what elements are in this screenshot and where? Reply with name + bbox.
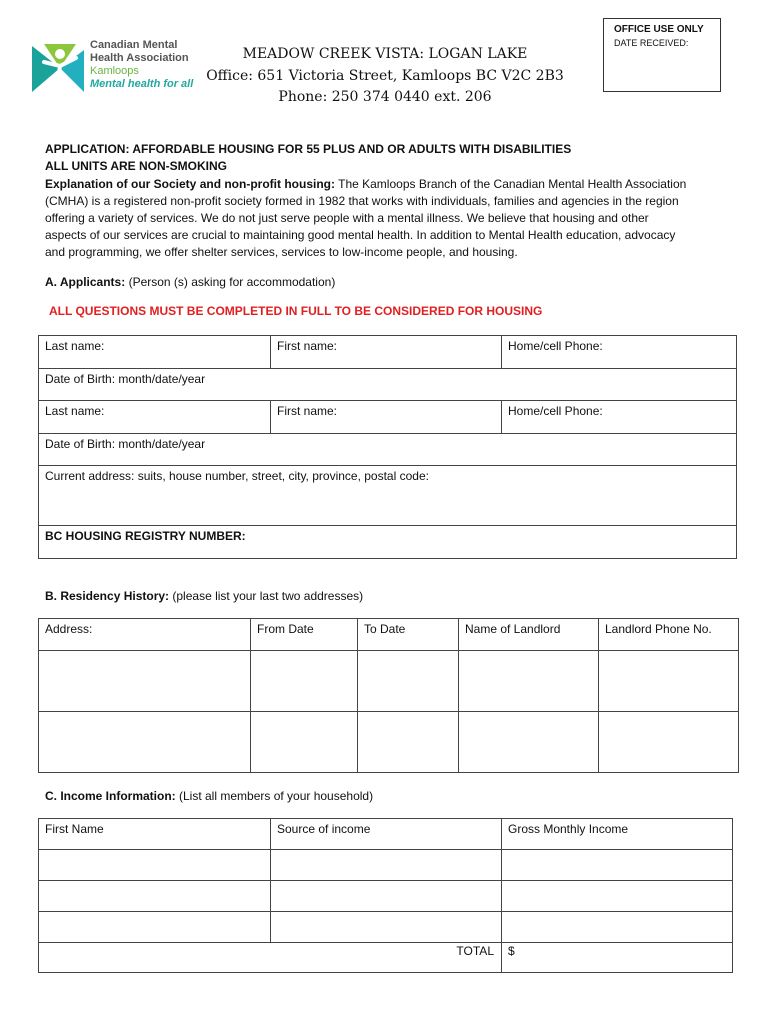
section-b-note: (please list your last two addresses) [169,589,364,603]
section-b-heading [45,589,363,603]
registry-label: BC HOUSING REGISTRY NUMBER: [45,529,246,543]
income-total-field[interactable] [501,942,733,973]
explanation-line: (CMHA) is a registered non-profit society formed in 1982 that works with individuals, families and agencies in the region [45,194,679,208]
society-explanation [45,176,735,261]
column-header: To Date [364,622,406,636]
total-currency: $ [508,944,515,958]
column-header: Name of Landlord [465,622,561,636]
office-use-box [603,18,721,92]
applicant1-dob-field[interactable] [38,368,737,401]
logo-text-line1: Canadian Mental [90,39,178,51]
residency-row1-landlord-phone[interactable] [598,650,739,712]
logo-tagline: Mental health for all [90,78,194,90]
current-address-label: Current address: suits, house number, street, city, province, postal code: [45,469,429,483]
applicant2-phone-field[interactable] [501,400,737,434]
logo-text-branch: Kamloops [90,65,139,77]
income-header-source [270,818,502,850]
residency-header-from [250,618,358,651]
residency-row1-to[interactable] [357,650,459,712]
explanation-line: offering a variety of services. We do not just serve people with a mental illness. We believe that housing and other [45,211,649,225]
income-row2-gross[interactable] [501,880,733,912]
office-use-title: OFFICE USE ONLY [614,24,704,35]
income-row2-first-name[interactable] [38,880,271,912]
applicant2-last-name-field[interactable] [38,400,271,434]
income-row1-source[interactable] [270,849,502,881]
last-name-label: Last name: [45,339,105,353]
cmha-figure-icon [30,40,86,94]
income-row1-first-name[interactable] [38,849,271,881]
applicant1-first-name-field[interactable] [270,335,502,369]
application-title: APPLICATION: AFFORDABLE HOUSING FOR 55 PLUS AND OR ADULTS WITH DISABILITIES [45,142,572,156]
dob-label: Date of Birth: month/date/year [45,372,206,386]
applicant1-last-name-field[interactable] [38,335,271,369]
phone-label: Home/cell Phone: [508,339,603,353]
phone-label: Home/cell Phone: [508,404,603,418]
section-c-heading [45,789,373,803]
explanation-line: and programming, we offer shelter services, services to low-income people, and housing. [45,245,518,259]
office-address: Office: 651 Victoria Street, Kamloops BC V2C 2B3 [206,68,564,84]
residency-header-address [38,618,251,651]
residency-header-to [357,618,459,651]
column-header: First Name [45,822,104,836]
residency-row1-landlord[interactable] [458,650,599,712]
last-name-label: Last name: [45,404,105,418]
explanation-line: aspects of our services are crucial to maintaining good mental health. In addition to Mental Health education, advocacy [45,228,676,242]
residency-row1-from[interactable] [250,650,358,712]
explanation-line: The Kamloops Branch of the Canadian Mental Health Association [335,177,687,191]
column-header: Landlord Phone No. [605,622,712,636]
completion-warning: ALL QUESTIONS MUST BE COMPLETED IN FULL TO BE CONSIDERED FOR HOUSING [49,304,543,318]
residency-header-landlord-phone [598,618,739,651]
income-total-row [38,942,502,973]
date-received-label: DATE RECEIVED: [614,38,689,48]
section-a-label: A. Applicants: [45,275,126,289]
residency-row2-landlord-phone[interactable] [598,711,739,773]
housing-title: MEADOW CREEK VISTA: LOGAN LAKE [242,46,528,62]
residency-header-landlord [458,618,599,651]
section-c-label: C. Income Information: [45,789,176,803]
residency-row2-address[interactable] [38,711,251,773]
income-row3-gross[interactable] [501,911,733,943]
current-address-field[interactable] [38,465,737,526]
applicant2-first-name-field[interactable] [270,400,502,434]
first-name-label: First name: [277,339,338,353]
office-phone: Phone: 250 374 0440 ext. 206 [278,89,492,105]
section-a-heading [45,275,335,289]
residency-row2-to[interactable] [357,711,459,773]
income-row3-source[interactable] [270,911,502,943]
column-header: Source of income [277,822,371,836]
section-a-note: (Person (s) asking for accommodation) [125,275,336,289]
section-c-note: (List all members of your household) [175,789,374,803]
income-header-gross [501,818,733,850]
explanation-label: Explanation of our Society and non-profit housing: [45,177,335,191]
income-row1-gross[interactable] [501,849,733,881]
residency-row2-from[interactable] [250,711,358,773]
total-label: TOTAL [456,944,494,958]
column-header: Address: [45,622,93,636]
column-header: From Date [257,622,314,636]
non-smoking-notice: ALL UNITS ARE NON-SMOKING [45,159,227,173]
section-b-label: B. Residency History: [45,589,170,603]
applicant1-phone-field[interactable] [501,335,737,369]
residency-row1-address[interactable] [38,650,251,712]
column-header: Gross Monthly Income [508,822,629,836]
first-name-label: First name: [277,404,338,418]
applicant2-dob-field[interactable] [38,433,737,466]
cmha-logo [30,38,200,96]
bc-housing-registry-field[interactable] [38,525,737,559]
income-row3-first-name[interactable] [38,911,271,943]
income-header-first-name [38,818,271,850]
logo-text-line2: Health Association [90,52,189,64]
income-row2-source[interactable] [270,880,502,912]
residency-row2-landlord[interactable] [458,711,599,773]
dob-label: Date of Birth: month/date/year [45,437,206,451]
